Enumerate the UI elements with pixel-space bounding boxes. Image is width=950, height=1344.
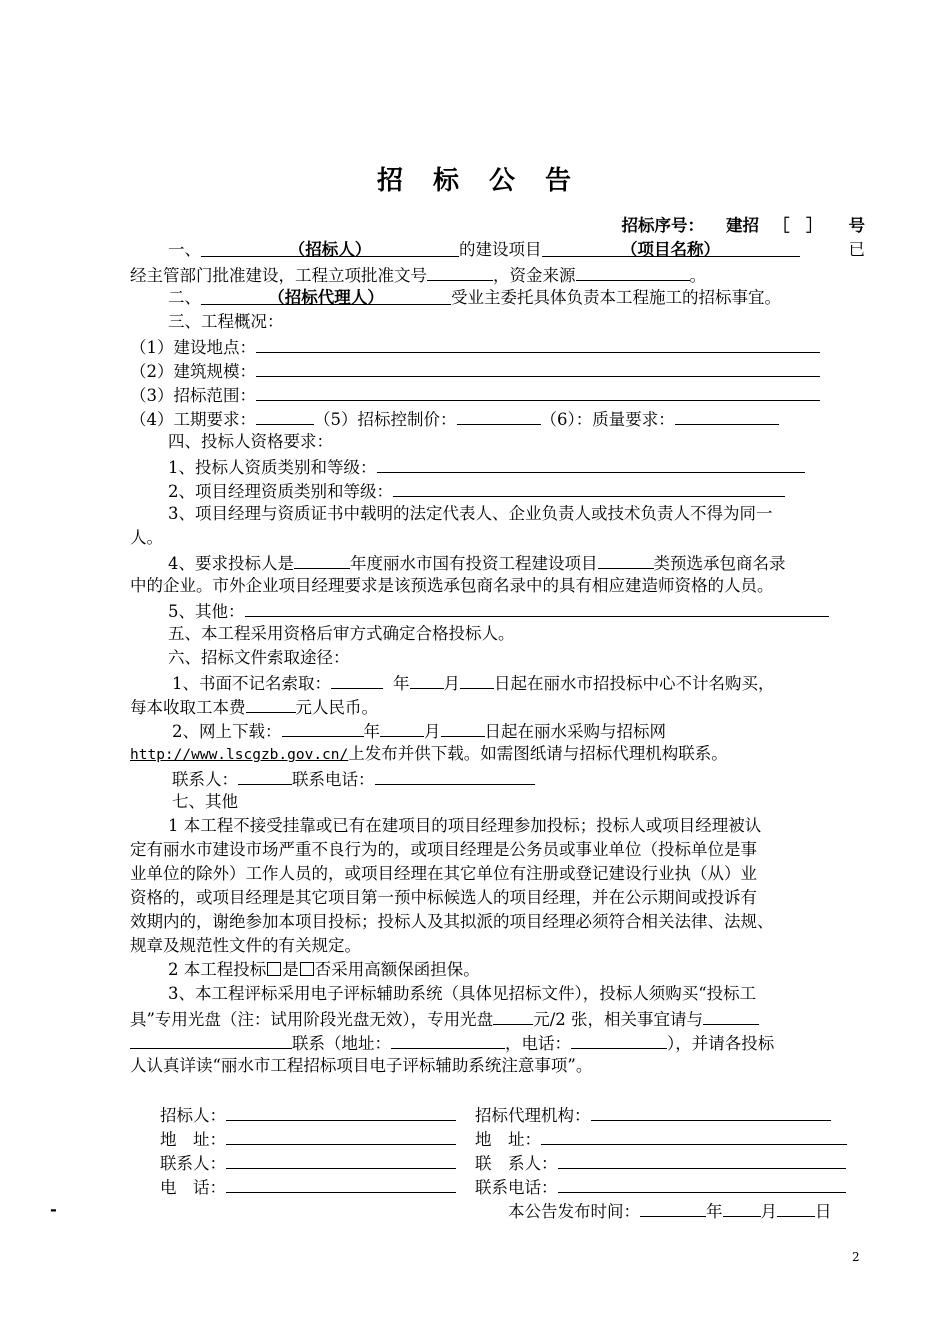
qualification-4-line-2: 中的企业。市外企业项目经理要求是该预选承包商名录中的具有相应建造师资格的人员。 (130, 576, 774, 595)
contact-unit-field-a (703, 1006, 759, 1025)
sign-contact-1: 联系人： (160, 1150, 456, 1176)
sign-phone-1-field (226, 1174, 456, 1193)
phone-field (571, 1030, 667, 1049)
section-1-line-1: 一、 （招标人） 的建设项目 （项目名称） 已 (168, 240, 865, 259)
page-number: 2 (852, 1250, 860, 1264)
disc-price-field (493, 1006, 533, 1025)
other-3-line-4: 人认真详读“丽水市工程招标项目电子评标辅助系统注意事项”。 (130, 1056, 593, 1075)
section-4-heading: 四、投标人资格要求： (168, 432, 333, 451)
section-7-heading: 七、其他 (172, 792, 238, 811)
contact-unit-field-b (130, 1030, 292, 1049)
qualification-class-field (377, 454, 805, 473)
sign-address-2-field (541, 1126, 847, 1145)
other-1-line-5: 效期内的，谢绝参加本项目投标；投标人及其拟派的项目经理必须符合相关法律、法规、 (130, 912, 774, 931)
qualification-4-line-1: 4、要求投标人是 年度丽水市国有投资工程建设项目 类预选承包商名录 (168, 550, 903, 576)
scope-row: （3）招标范围： (130, 382, 865, 408)
qualification-2: 2、项目经理资质类别和等级： (168, 478, 903, 504)
publish-day-field (777, 1198, 815, 1217)
other-3-line-2: 具”专用光盘（注：试用阶段光盘无效），专用光盘 元/2 张，相关事宜请与 (130, 1006, 865, 1032)
no-checkbox[interactable] (300, 962, 314, 976)
sign-contact-1-field (226, 1150, 456, 1169)
section-1-line-2: 经主管部门批准建设，工程立项批准文号 ，资金来源 。 (130, 262, 865, 288)
year-field (294, 550, 350, 569)
fee-field (246, 694, 296, 713)
sign-agency-field (591, 1102, 831, 1121)
other-3-line-3: 联系（地址： ，电话： ），并请各投标 (130, 1030, 865, 1056)
requirements-row: （4）工期要求： （5）招标控制价： （6）：质量要求： (130, 406, 865, 432)
sign-address-1-field (226, 1126, 456, 1145)
download-day-field (441, 718, 485, 737)
manager-class-field (393, 478, 785, 497)
other-1-line-6: 规章及规范性文件的有关规定。 (130, 936, 361, 955)
category-field (598, 550, 654, 569)
obtain-method-2-line-1: 2、网上下载： 年 月 日起在丽水采购与招标网 (172, 718, 907, 744)
other-1-line-1: 1 本工程不接受挂靠或已有在建项目的项目经理参加投标；投标人或项目经理被认 (168, 816, 762, 835)
qualification-5: 5、其他： (168, 598, 903, 624)
tenderer-field: （招标人） (201, 238, 459, 257)
address-field (391, 1030, 505, 1049)
section-6-heading: 六、招标文件索取途径： (168, 648, 350, 667)
qualification-3-line-1: 3、项目经理与资质证书中载明的法定代表人、企业负责人或技术负责人不得为同一 (168, 504, 773, 523)
publish-month-field (723, 1198, 761, 1217)
sign-phone-2: 联系电话： (475, 1174, 846, 1200)
section-3-heading: 三、工程概况： (168, 312, 284, 331)
location-row: （1）建设地点： (130, 334, 865, 360)
download-month-field (380, 718, 424, 737)
section-2-line: 二、 （招标代理人） 受业主委托具体负责本工程施工的招标事宜。 (168, 288, 781, 307)
other-1-line-4: 资格的，或项目经理是其它项目第一预中标候选人的项目经理，并在公示期间或投诉有 (130, 888, 757, 907)
start-day-field (460, 670, 494, 689)
agent-field: （招标代理人） (201, 286, 451, 305)
obtain-method-1-line-2: 每本收取工本费 元人民币。 (130, 694, 865, 720)
approval-number-field (427, 262, 493, 281)
control-price-field (457, 406, 541, 425)
obtain-method-2-line-2: http://www.lscgzb.gov.cn/上发布并供下载。如需图纸请与招标代理机构联系。 (130, 744, 728, 763)
location-field (256, 334, 820, 353)
contact-phone-field (375, 766, 535, 785)
sign-agency: 招标代理机构： (475, 1102, 831, 1128)
other-1-line-2: 定有丽水市建设市场严重不良行为的，或项目经理是公务员或事业单位（投标单位是事 (130, 840, 757, 859)
other-3-line-1: 3、本工程评标采用电子评标辅助系统（具体见招标文件），投标人须购买“投标工 (168, 984, 757, 1003)
contact-person-field (238, 766, 292, 785)
contact-row: 联系人： 联系电话： (172, 766, 907, 792)
margin-mark: - (50, 1200, 57, 1219)
start-year-field (331, 670, 383, 689)
duration-field (256, 406, 314, 425)
fund-source-field (576, 262, 690, 281)
start-month-field (410, 670, 444, 689)
sign-contact-2-field (558, 1150, 846, 1169)
other-2-line: 2 本工程投标 是 否采用高额保函担保。 (168, 960, 480, 979)
quality-field (675, 406, 779, 425)
other-1-line-3: 业单位的除外）工作人员的，或项目经理在其它单位有注册或登记建设行业执（从）业 (130, 864, 757, 883)
serial-number: 招标序号： 建招 ［ ］ 号 (621, 216, 865, 235)
sign-contact-2: 联 系人： (475, 1150, 846, 1176)
page-title: 招 标 公 告 (376, 166, 573, 196)
sign-address-2: 地 址： (475, 1126, 847, 1152)
scale-row: （2）建筑规模： (130, 358, 865, 384)
scope-field (256, 382, 820, 401)
publish-year-field (640, 1198, 706, 1217)
sign-tenderer-field (226, 1102, 456, 1121)
section-5: 五、本工程采用资格后审方式确定合格投标人。 (168, 624, 515, 643)
yes-checkbox[interactable] (267, 962, 281, 976)
qualification-1: 1、投标人资质类别和等级： (168, 454, 903, 480)
publish-date: 本公告发布时间： 年 月 日 (508, 1198, 832, 1224)
scale-field (256, 358, 820, 377)
obtain-method-1-line-1: 1、书面不记名索取： 年 月 日起在丽水市招投标中心不计名购买， (172, 670, 907, 696)
other-field (245, 598, 829, 617)
download-site-link[interactable]: http://www.lscgzb.gov.cn/ (130, 747, 349, 763)
sign-address-1: 地 址： (160, 1126, 456, 1152)
sign-tenderer: 招标人： (160, 1102, 456, 1128)
sign-phone-1: 电 话： (160, 1174, 456, 1200)
qualification-3-line-2: 人。 (130, 528, 163, 547)
sign-phone-2-field (558, 1174, 846, 1193)
download-year-field (282, 718, 364, 737)
project-name-field: （项目名称） (542, 238, 800, 257)
